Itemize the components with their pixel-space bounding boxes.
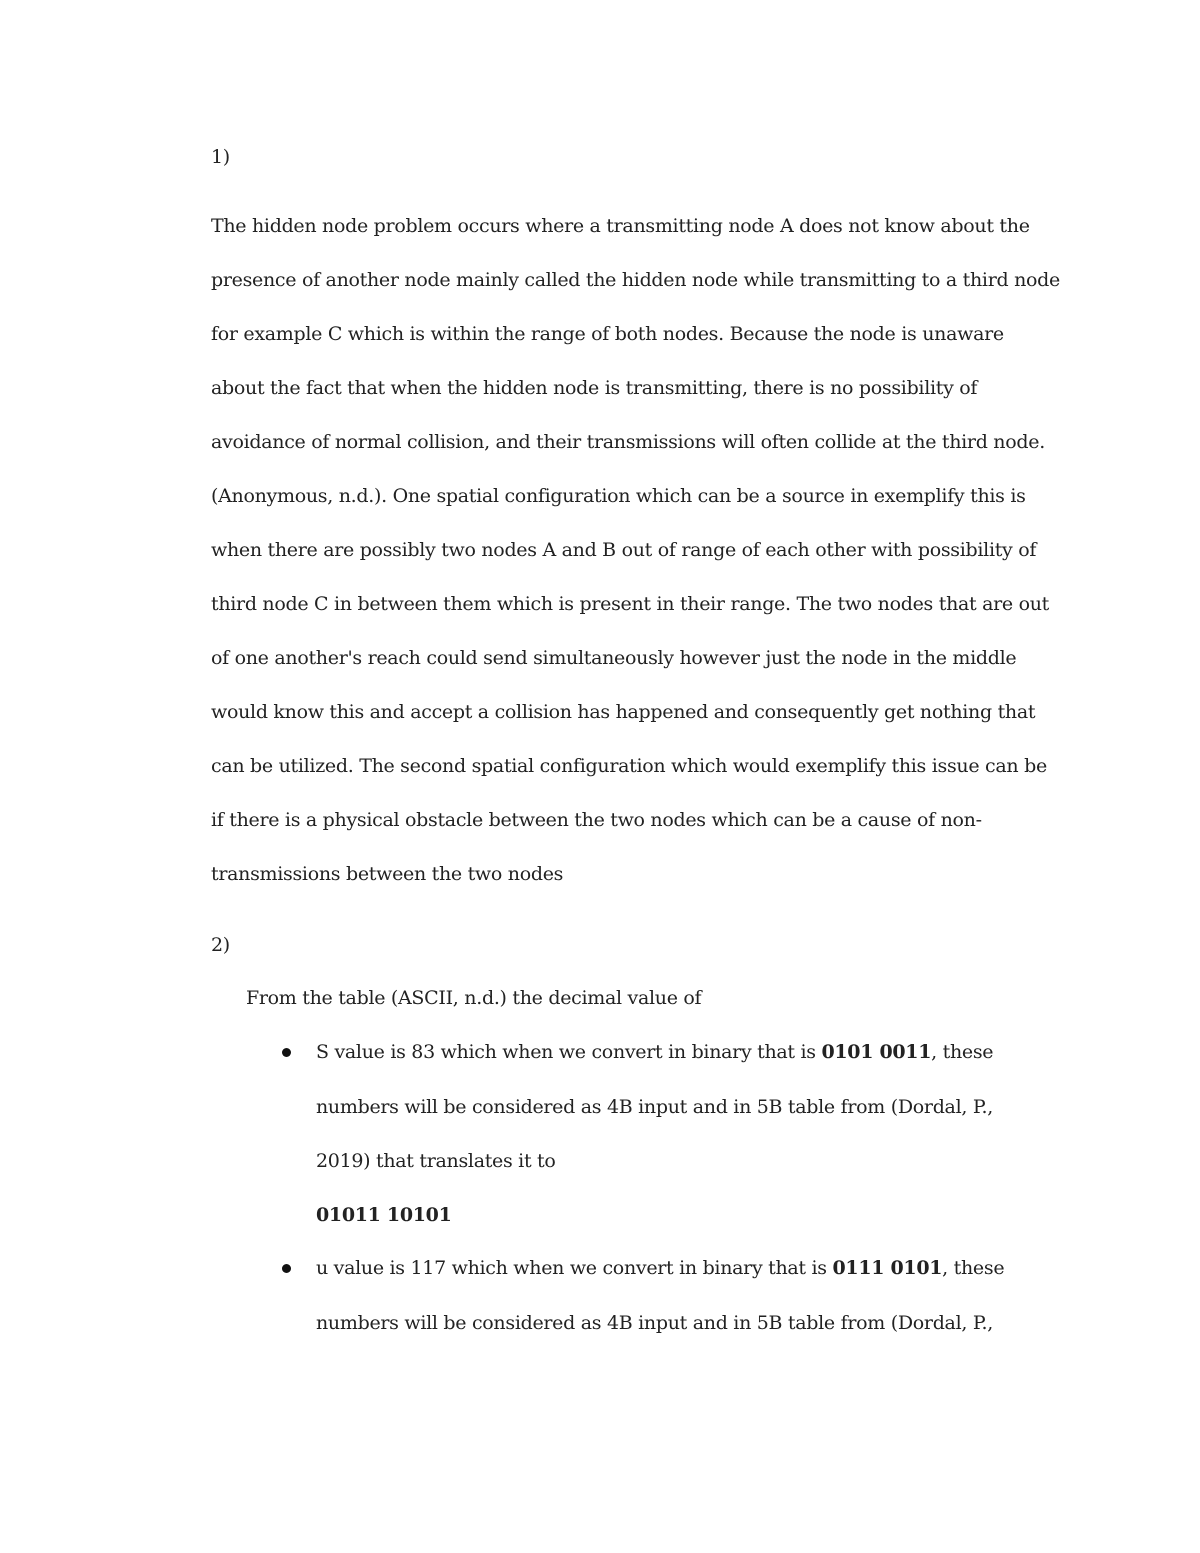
section-1-line: The hidden node problem occurs where a transmitting node A does not know about the	[211, 215, 1030, 237]
bullet-item-line	[316, 1256, 1004, 1280]
section-1-line: third node C in between them which is present in their range. The two nodes that are out	[211, 593, 1050, 615]
encoded-result: 01011 10101	[316, 1204, 452, 1226]
bullet-item-line: numbers will be considered as 4B input and in 5B table from (Dordal, P.,	[316, 1312, 993, 1334]
bullet-item-line: 2019) that translates it to	[316, 1150, 556, 1172]
section-1-line: transmissions between the two nodes	[211, 863, 564, 885]
section-1-line: presence of another node mainly called the hidden node while transmitting to a third node	[211, 269, 1060, 291]
section-1-line: avoidance of normal collision, and their transmissions will often collide at the third node.	[211, 431, 1045, 453]
section-1-line: (Anonymous, n.d.). One spatial configuration which can be a source in exemplify this is	[211, 485, 1026, 507]
binary-value: 0101 0011	[821, 1041, 932, 1063]
section-2-intro: From the table (ASCII, n.d.) the decimal value of	[246, 987, 702, 1009]
bullet-icon	[282, 1264, 291, 1273]
section-1-line: of one another's reach could send simultaneously however just the node in the middle	[211, 647, 1017, 669]
section-2-number: 2)	[211, 934, 230, 956]
section-1-line: can be utilized. The second spatial configuration which would exemplify this issue can be	[211, 755, 1047, 777]
bullet-text: , these	[931, 1041, 994, 1063]
section-1-line: for example C which is within the range of both nodes. Because the node is unaware	[211, 323, 1004, 345]
section-1-line: about the fact that when the hidden node is transmitting, there is no possibility of	[211, 377, 978, 399]
bullet-text: , these	[942, 1257, 1005, 1279]
bullet-icon	[282, 1048, 291, 1057]
binary-value: 0111 0101	[832, 1257, 943, 1279]
section-1-line: when there are possibly two nodes A and B out of range of each other with possibility of	[211, 539, 1037, 561]
bullet-item-line: numbers will be considered as 4B input and in 5B table from (Dordal, P.,	[316, 1096, 993, 1118]
section-1-number: 1)	[211, 146, 230, 168]
section-1-line: if there is a physical obstacle between the two nodes which can be a cause of non-	[211, 809, 982, 831]
bullet-text: S value is 83 which when we convert in binary that is	[316, 1041, 822, 1063]
section-1-line: would know this and accept a collision has happened and consequently get nothing that	[211, 701, 1036, 723]
bullet-item-line	[316, 1040, 993, 1064]
bullet-text: u value is 117 which when we convert in binary that is	[316, 1257, 833, 1279]
